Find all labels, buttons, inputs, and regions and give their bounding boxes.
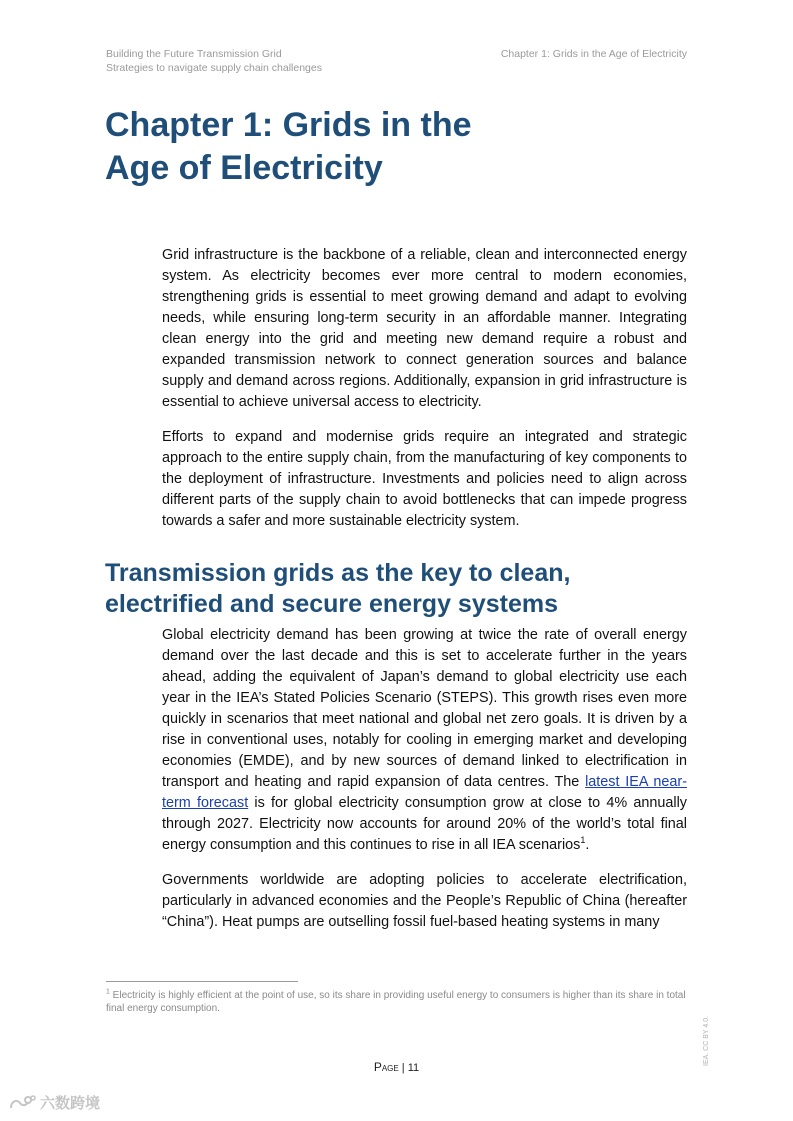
footnote-number: 1	[106, 988, 110, 996]
chapter-title-line2: Age of Electricity	[105, 149, 383, 187]
electrification-paragraph: Governments worldwide are adopting policies to accelerate electrification, particularly in advanced economies and the People’s Republic of China (hereafter “China”). Heat pumps are outselling fossil fuel-based heating systems in many	[162, 872, 687, 930]
chapter-title	[105, 104, 705, 190]
page-number-value: 11	[407, 1062, 420, 1074]
demand-text-start: Global electricity demand has been growing at twice the rate of overall energy demand over the last decade and this is set to accelerate further in the years ahead, adding the equivalent of Japan’s demand to global electricity use each year in the IEA’s Stated Policies Scenario (STEPS). This growth rises even more quickly in scenarios that meet national and global net zero goals. It is driven by a rise in conventional uses, notably for cooling in emerging market and developing economies (EMDE), and by new sources of demand linked to electrification in transport and heating and rapid expansion of data centres. The	[162, 627, 687, 790]
footnote	[106, 989, 688, 1015]
watermark-text: 六数跨境	[40, 1095, 101, 1112]
section-title-line2: electrified and secure energy systems	[105, 590, 559, 618]
watermark	[8, 1092, 100, 1113]
page-label: Page	[373, 1060, 399, 1074]
page-number	[0, 1060, 793, 1074]
report-title: Building the Future Transmission Grid	[106, 48, 282, 60]
demand-text-end: is for global electricity consumption grow at close to 4% annually through 2027. Electricity now accounts for around 20% of the world’s total final energy consumption and this continues to rise in all IEA scenarios	[162, 795, 687, 853]
running-header-left	[106, 47, 322, 75]
iea-forecast-link[interactable]: latest IEA near-term forecast	[162, 774, 687, 811]
footnote-ref[interactable]: 1	[580, 835, 586, 846]
intro-paragraph-2: Efforts to expand and modernise grids require an integrated and strategic approach to the entire supply chain, from the manufacturing of key components to the deployment of infrastructure. Investments and policies need to align across different parts of the supply chain to avoid bottlenecks that can impede progress towards a safer and more sustainable electricity system.	[162, 429, 687, 529]
running-header-right: Chapter 1: Grids in the Age of Electricity	[500, 48, 687, 60]
footnote-divider	[106, 981, 298, 982]
demand-paragraph	[162, 625, 687, 856]
intro-paragraph-1: Grid infrastructure is the backbone of a reliable, clean and interconnected energy system. As electricity becomes ever more central to modern economies, strengthening grids is essential to meet growing demand and adapt to evolving needs, while ensuring long-term security in an affordable manner. Integrating clean energy into the grid and meeting new demand require a robust and expanded transmission network to connect generation sources and balance supply and demand across regions. Additionally, expansion in grid infrastructure is essential to achieve universal access to electricity.	[162, 247, 687, 410]
demand-text-period: .	[585, 837, 590, 853]
license-credit: IEA. CC BY 4.0.	[703, 1015, 710, 1066]
footnote-text: Electricity is highly efficient at the point of use, so its share in providing useful energy to consumers is higher than its share in total final energy consumption.	[106, 990, 686, 1014]
section-title	[105, 558, 705, 620]
section-title-line1: Transmission grids as the key to clean,	[105, 559, 571, 587]
chapter-title-line1: Chapter 1: Grids in the	[105, 106, 472, 144]
watermark-logo-icon	[8, 1093, 36, 1113]
page-separator: |	[398, 1062, 408, 1074]
report-subtitle: Strategies to navigate supply chain challenges	[106, 62, 322, 74]
